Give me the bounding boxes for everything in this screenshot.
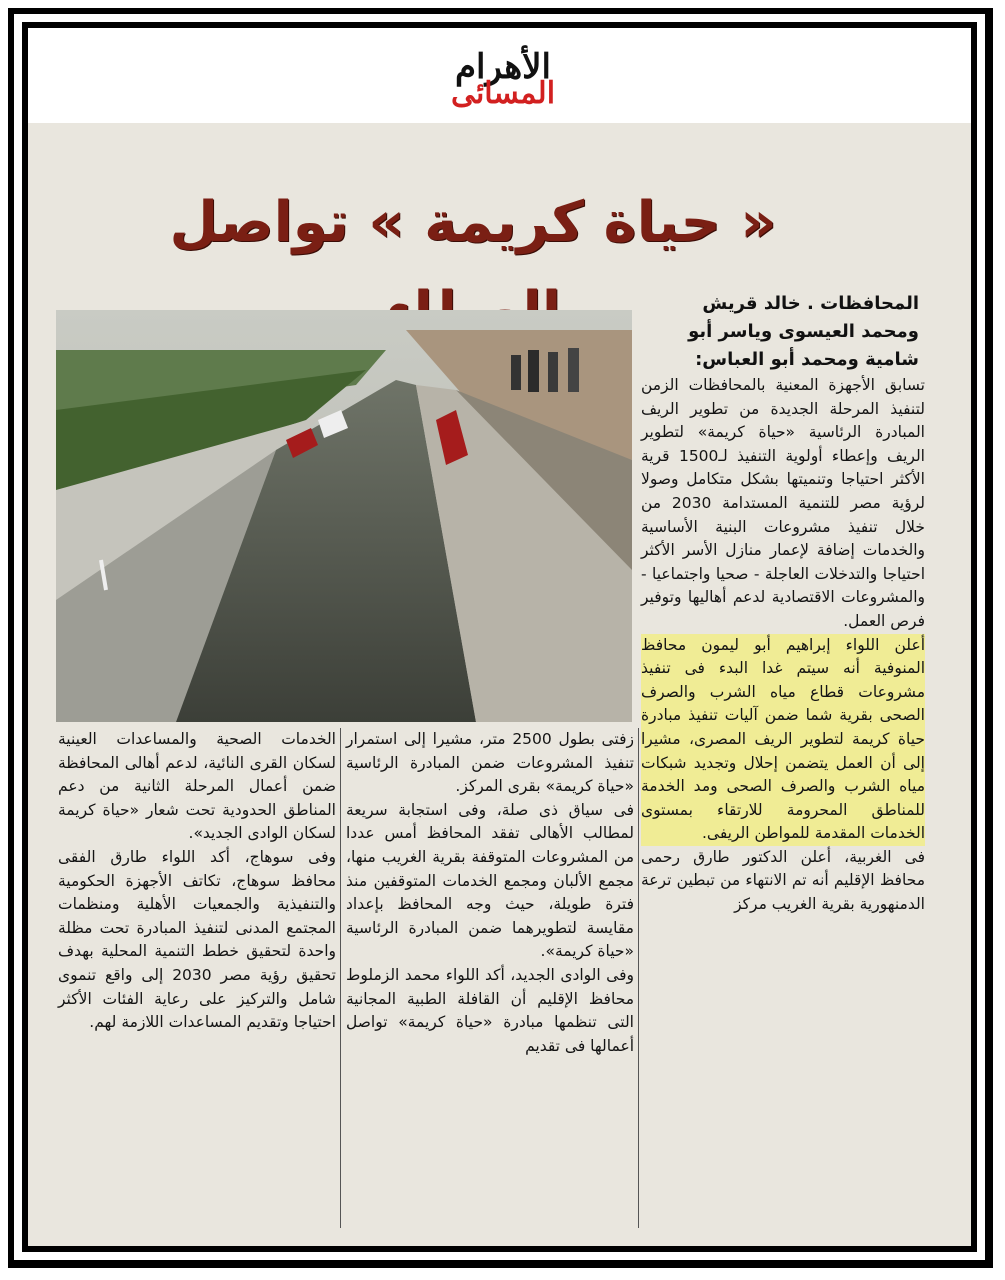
canal-photo — [56, 310, 632, 722]
paragraph: تسابق الأجهزة المعنية بالمحافظات الزمن لتنفيذ المرحلة الجديدة من تطوير الريف المبادرة الرئاسية «حياة كريمة» لتطوير الريف وإعطاء أولوية التنفيذ لـ1500 قرية الأكثر احتياجا وتنميتها بشكل متكامل وصولا لرؤية مصر للتنمية المستدامة 2030 من خلال تنفيذ مشروعات البنية الأساسية والخدمات إضافة لإعمار منازل الأسر الأكثر احتياجا والتدخلات العاجلة - صحيا واجتماعيا - والمشروعات الاقتصادية لدعم أهاليها وتوفير فرص العمل. — [641, 376, 925, 630]
paragraph: فى سياق ذى صلة، وفى استجابة سريعة لمطالب الأهالى تفقد المحافظ أمس عددا من المشروعات المتوقفة بقرية الغريب منها، مجمع الألبان ومجمع الخدمات المتوقفين منذ فترة طويلة، حيث وجه المحافظ بإعداد مقايسة لتطويرهما ضمن المبادرة الرئاسية «حياة كريمة». — [346, 800, 634, 961]
paragraph: وفى سوهاج، أكد اللواء طارق الفقى محافظ سوهاج، تكاتف الأجهزة الحكومية والتنفيذية والجمعيات الأهلية ومنظمات المجتمع المدنى لتنفيذ المبادرة تحت مظلة واحدة لتحقيق خطط التنمية المحلية بهدف تحقيق رؤية مصر 2030 إلى واقع تنموى شامل والتركيز على رعاية الفئات الأكثر احتياجا وتقديم المساعدات اللازمة لهم. — [58, 847, 336, 1032]
column-divider — [340, 728, 341, 1228]
newspaper-logo — [323, 48, 683, 118]
column-divider — [638, 728, 639, 1228]
article-byline: المحافظات . خالد قريش ومحمد العيسوى وياسر أبو شامية ومحمد أبو العباس: — [688, 293, 919, 370]
highlighted-paragraph: أعلن اللواء إبراهيم أبو ليمون محافظ المنوفية أنه سيتم غدا البدء فى تنفيذ مشروعات قطاع مياه الشرب والصرف الصحى بقرية شما ضمن آليات تنفيذ مبادرة حياة كريمة لتطوير الريف المصرى، مشيرا إلى أن العمل يتضمن إحلال وتجديد شبكات مياه الشرب والصرف الصحى ومد الخدمة للمناطق المحرومة للارتقاء بمستوى الخدمات المقدمة للمواطن الريفى. — [641, 634, 925, 846]
newspaper-clipping — [28, 28, 971, 1246]
article-column-right — [641, 374, 925, 1234]
paragraph: زفتى بطول 2500 متر، مشيرا إلى استمرار تنفيذ المشروعات ضمن المبادرة الرئاسية «حياة كريمة» بقرى المركز. — [346, 730, 634, 796]
paragraph: فى الغربية، أعلن الدكتور طارق رحمى محافظ الإقليم أنه تم الانتهاء من تبطين ترعة الدمنهورية بقرية الغريب مركز — [641, 847, 925, 914]
article-column-middle — [346, 728, 634, 1228]
paragraph: وفى الوادى الجديد، أكد اللواء محمد الزملوط محافظ الإقليم أن القافلة الطبية المجانية التى تنظمها مبادرة «حياة كريمة» تواصل أعمالها فى تقديم — [346, 965, 634, 1055]
article-column-left — [58, 728, 336, 1228]
logo-top-text: الأهرام — [454, 47, 552, 87]
article-headline: « حياة كريمة » تواصل — [169, 190, 777, 255]
logo-bottom-text: المسائى — [450, 76, 556, 111]
canal-photo-illustration — [56, 310, 632, 722]
masthead — [28, 28, 971, 123]
paragraph: الخدمات الصحية والمساعدات العينية لسكان القرى النائية، لدعم أهالى المحافظة ضمن أعمال المرحلة الثانية من دعم المناطق الحدودية تحت شعار «حياة كريمة لسكان الوادى الجديد». — [58, 730, 336, 843]
